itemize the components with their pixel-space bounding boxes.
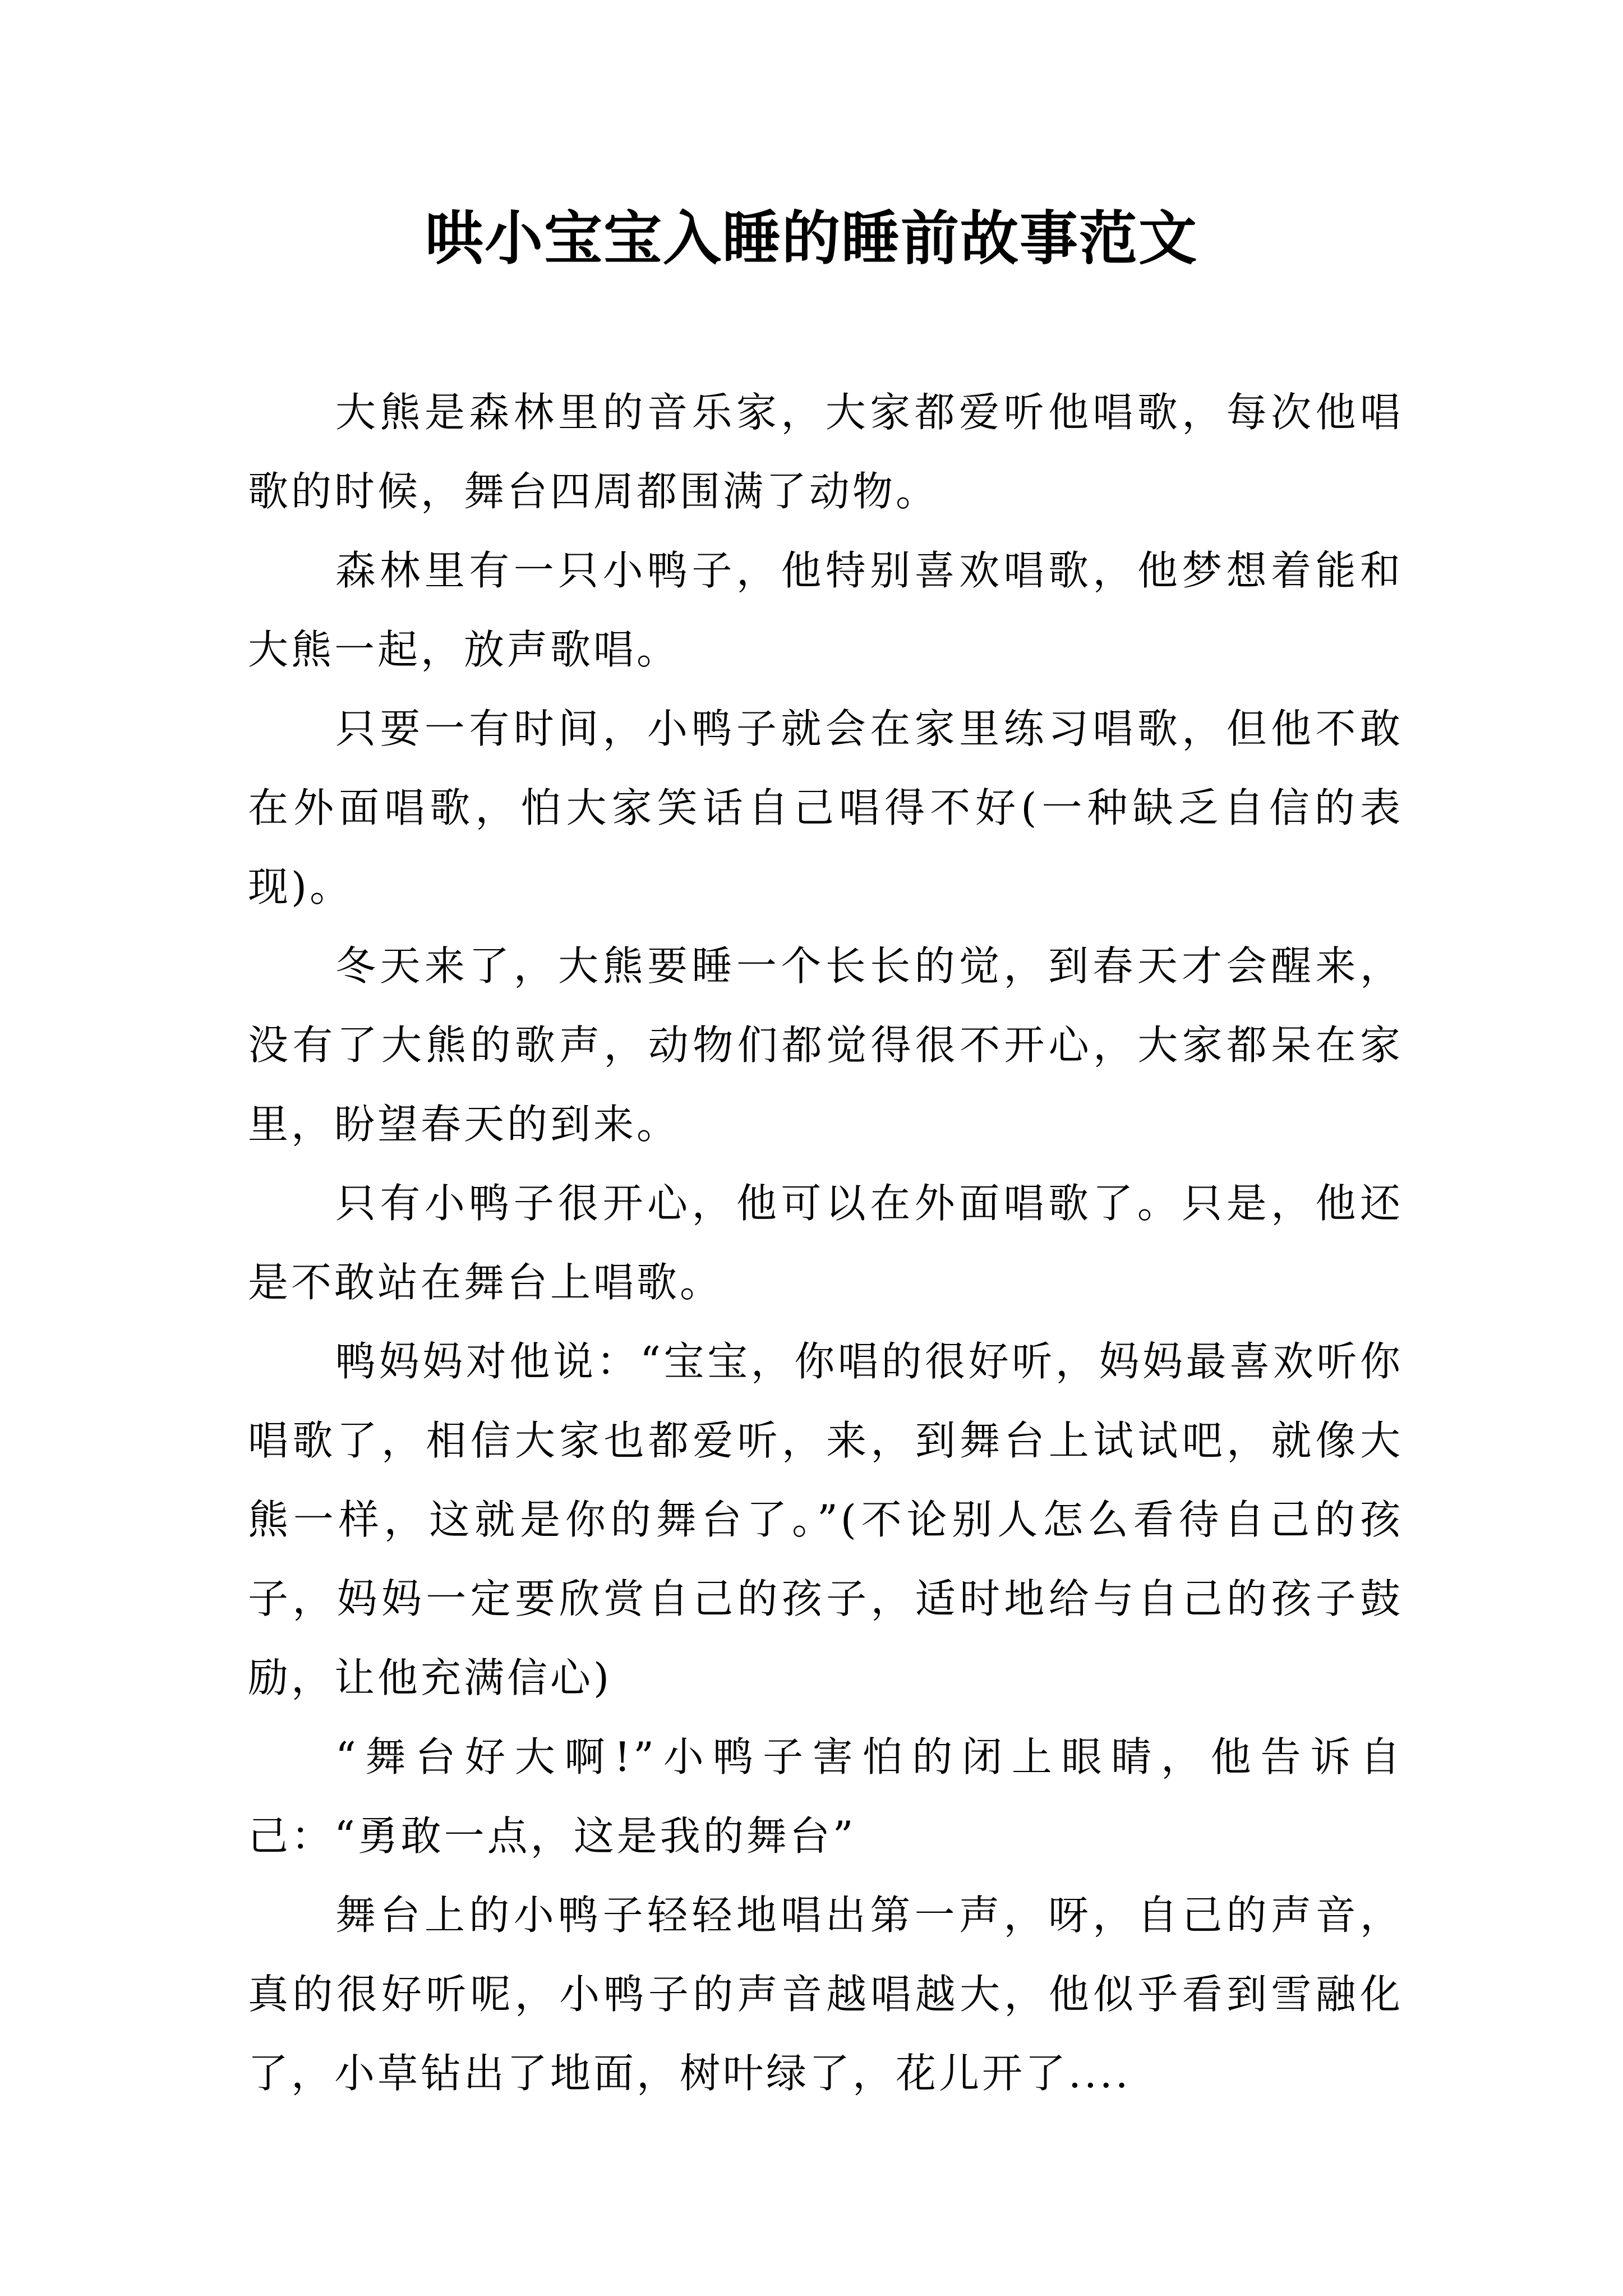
paragraph-4: 冬天来了，大熊要睡一个长长的觉，到春天才会醒来，没有了大熊的歌声，动物们都觉得很不开心，大家都呆在家里，盼望春天的到来。 <box>248 942 1403 1148</box>
paragraph-3: 只要一有时间，小鸭子就会在家里练习唱歌，但他不敢在外面唱歌，怕大家笑话自己唱得不好(一种缺乏自信的表现)。 <box>248 705 1403 910</box>
paragraph-8: 舞台上的小鸭子轻轻地唱出第一声，呀，自己的声音，真的很好听呢，小鸭子的声音越唱越大，他似乎看到雪融化了，小草钻出了地面，树叶绿了，花儿开了.... <box>248 1892 1403 2097</box>
document-body <box>248 373 1403 2113</box>
document-title: 哄小宝宝入睡的睡前故事范文 <box>425 204 1198 273</box>
paragraph-5: 只有小鸭子很开心，他可以在外面唱歌了。只是，他还是不敢站在舞台上唱歌。 <box>248 1180 1403 1306</box>
paragraph-1: 大熊是森林里的音乐家，大家都爱听他唱歌，每次他唱歌的时候，舞台四周都围满了动物。 <box>248 389 1403 515</box>
paragraph-2: 森林里有一只小鸭子，他特别喜欢唱歌，他梦想着能和大熊一起，放声歌唱。 <box>248 547 1403 673</box>
paragraph-7: “舞台好大啊!”小鸭子害怕的闭上眼睛，他告诉自己：“勇敢一点，这是我的舞台” <box>248 1733 1403 1860</box>
paragraph-6: 鸭妈妈对他说：“宝宝，你唱的很好听，妈妈最喜欢听你唱歌了，相信大家也都爱听，来，到舞台上试试吧，就像大熊一样，这就是你的舞台了。”(不论别人怎么看待自己的孩子，妈妈一定要欣赏自己的孩子，适时地给与自己的孩子鼓励，让他充满信心) <box>248 1338 1403 1701</box>
